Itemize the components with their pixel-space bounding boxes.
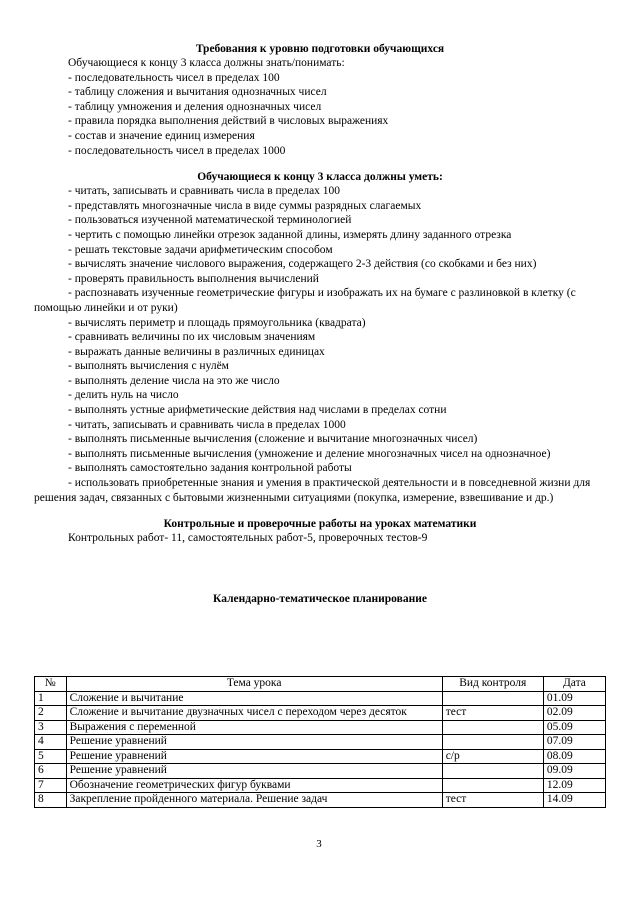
- row-topic: Сложение и вычитание: [66, 691, 442, 706]
- row-control: тест: [442, 706, 543, 721]
- header-topic: Тема урока: [66, 677, 442, 692]
- document-body: [34, 42, 606, 606]
- row-number: 2: [35, 706, 67, 721]
- row-number: 5: [35, 749, 67, 764]
- row-control: [442, 778, 543, 793]
- row-topic: Сложение и вычитание двузначных чисел с переходом через десяток: [66, 706, 442, 721]
- row-number: 4: [35, 735, 67, 750]
- skill-item: - сравнивать величины по их числовым значениям: [68, 331, 316, 344]
- row-number: 3: [35, 720, 67, 735]
- skill-item: - вычислять периметр и площадь прямоугольника (квадрата): [68, 316, 366, 329]
- row-control: тест: [442, 793, 543, 808]
- row-date: 09.09: [543, 764, 605, 779]
- skill-item: - выполнять деление числа на это же число: [68, 374, 280, 387]
- skill-item: - проверять правильность выполнения вычислений: [68, 272, 319, 285]
- skill-item: - выражать данные величины в различных единицах: [68, 345, 325, 358]
- row-control: [442, 720, 543, 735]
- row-date: 05.09: [543, 720, 605, 735]
- skill-item: - делить нуль на число: [68, 389, 179, 402]
- row-topic: Решение уравнений: [66, 735, 442, 750]
- table-row: [35, 691, 606, 706]
- control-text: Контрольных работ- 11, самостоятельных работ-5, проверочных тестов-9: [68, 532, 428, 545]
- table-row: [35, 735, 606, 750]
- skill-item: - представлять многозначные числа в виде суммы разрядных слагаемых: [68, 199, 422, 212]
- know-item: - правила порядка выполнения действий в числовых выражениях: [68, 115, 389, 128]
- row-date: 12.09: [543, 778, 605, 793]
- header-control: Вид контроля: [442, 677, 543, 692]
- page-number: 3: [316, 838, 322, 850]
- header-number: №: [35, 677, 67, 692]
- row-date: 08.09: [543, 749, 605, 764]
- know-item: - таблицу умножения и деления однозначных чисел: [68, 100, 322, 113]
- table-row: [35, 793, 606, 808]
- row-date: 14.09: [543, 793, 605, 808]
- table-row: [35, 749, 606, 764]
- row-topic: Выражения с переменной: [66, 720, 442, 735]
- skill-item: - решать текстовые задачи арифметическим способом: [68, 243, 333, 256]
- skill-item: - выполнять вычисления с нулём: [68, 360, 229, 373]
- skill-item: - вычислять значение числового выражения, содержащего 2-3 действия (со скобками и без них): [68, 258, 537, 271]
- table-row: [35, 778, 606, 793]
- row-control: [442, 691, 543, 706]
- table-row: [35, 720, 606, 735]
- skill-item: - распознавать изученные геометрические фигуры и изображать их на бумаге с разлиновкой в клетку (с помощью линейки и от руки): [34, 287, 576, 314]
- row-topic: Решение уравнений: [66, 749, 442, 764]
- skill-item: - выполнять письменные вычисления (сложение и вычитание многозначных чисел): [68, 433, 478, 446]
- header-date: Дата: [543, 677, 605, 692]
- row-number: 6: [35, 764, 67, 779]
- row-number: 1: [35, 691, 67, 706]
- skill-item: - пользоваться изученной математической терминологией: [68, 214, 352, 227]
- requirements-title: Требования к уровню подготовки обучающихся: [195, 43, 445, 55]
- table-header-row: [35, 677, 606, 692]
- plan-table: [34, 676, 606, 808]
- plan-title: Календарно-тематическое планирование: [213, 592, 427, 605]
- row-topic: Обозначение геометрических фигур буквами: [66, 778, 442, 793]
- skill-item: - выполнять устные арифметические действия над числами в пределах сотни: [68, 404, 447, 417]
- control-title: Контрольные и проверочные работы на уроках математики: [163, 518, 477, 531]
- row-control: [442, 735, 543, 750]
- row-topic: Закрепление пройденного материала. Решение задач: [66, 793, 442, 808]
- know-item: - последовательность чисел в пределах 1000: [68, 144, 286, 157]
- skill-item: - выполнять самостоятельно задания контрольной работы: [68, 462, 352, 475]
- row-number: 7: [35, 778, 67, 793]
- skill-item: - читать, записывать и сравнивать числа в пределах 100: [68, 185, 341, 198]
- skill-item: - читать, записывать и сравнивать числа в пределах 1000: [68, 418, 346, 431]
- know-item: - таблицу сложения и вычитания однозначных чисел: [68, 86, 327, 99]
- row-number: 8: [35, 793, 67, 808]
- table-row: [35, 764, 606, 779]
- row-date: 02.09: [543, 706, 605, 721]
- know-item: - состав и значение единиц измерения: [68, 129, 255, 142]
- row-date: 07.09: [543, 735, 605, 750]
- skill-item: - использовать приобретенные знания и умения в практической деятельности и в повседневной жизни для решения задач, связанных с бытовыми жизненными ситуациями (покупка, измерение, взвешивание и др.): [34, 477, 591, 504]
- row-topic: Решение уравнений: [66, 764, 442, 779]
- skill-item: - чертить с помощью линейки отрезок заданной длины, измерять длину заданного отрезка: [68, 228, 512, 241]
- requirements-intro: Обучающиеся к концу 3 класса должны знать/понимать:: [68, 57, 345, 69]
- row-date: 01.09: [543, 691, 605, 706]
- skill-item: - выполнять письменные вычисления (умножение и деление многозначных чисел на однозначное): [68, 447, 551, 460]
- skills-title: Обучающиеся к концу 3 класса должны уметь:: [197, 171, 443, 184]
- know-item: - последовательность чисел в пределах 100: [68, 71, 280, 84]
- row-control: с/р: [442, 749, 543, 764]
- row-control: [442, 764, 543, 779]
- table-row: [35, 706, 606, 721]
